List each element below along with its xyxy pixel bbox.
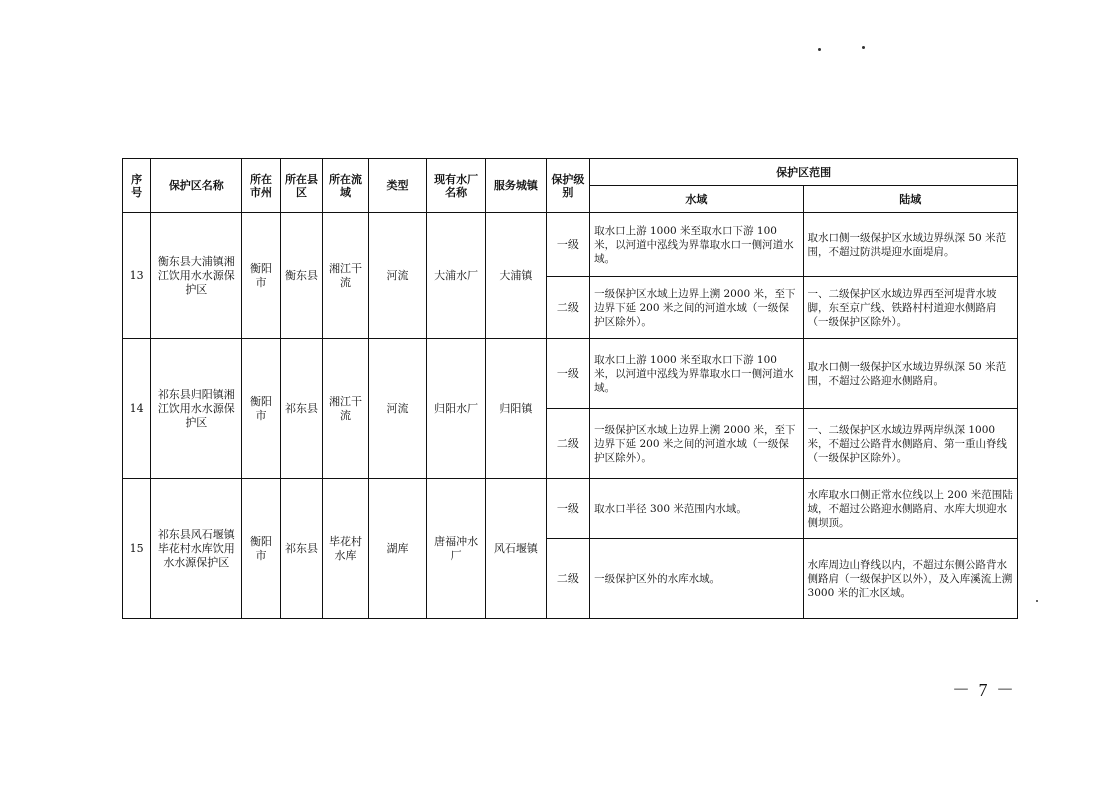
header-city: 所在市州 (242, 159, 280, 213)
cell-level: 二级 (546, 277, 589, 339)
cell-plant: 唐福冲水厂 (427, 479, 486, 619)
header-basin: 所在流域 (323, 159, 369, 213)
cell-water-range: 取水口上游 1000 米至取水口下游 100 米，以河道中泓线为界靠取水口一侧河道水域。 (590, 213, 803, 277)
header-name: 保护区名称 (151, 159, 242, 213)
cell-water-range: 一级保护区水域上边界上溯 2000 米，至下边界下延 200 米之间的河道水域（一级保护区除外）。 (590, 409, 803, 479)
table-row (123, 339, 1018, 409)
header-seq: 序号 (123, 159, 151, 213)
cell-name: 祁东县归阳镇湘江饮用水水源保护区 (151, 339, 242, 479)
cell-county: 祁东县 (280, 339, 322, 479)
header-row-main (123, 159, 1018, 186)
cell-plant: 大浦水厂 (427, 213, 486, 339)
cell-seq: 15 (123, 479, 151, 619)
cell-city: 衡阳市 (242, 479, 280, 619)
header-town: 服务城镇 (486, 159, 547, 213)
cell-name: 祁东县风石堰镇毕花村水库饮用水水源保护区 (151, 479, 242, 619)
water-source-protection-table (122, 158, 1018, 619)
cell-town: 风石堰镇 (486, 479, 547, 619)
table-row (123, 213, 1018, 277)
cell-water-range: 一级保护区水域上边界上溯 2000 米，至下边界下延 200 米之间的河道水域（一级保护区除外）。 (590, 277, 803, 339)
cell-land-range: 取水口侧一级保护区水域边界纵深 50 米范围，不超过公路迎水侧路肩。 (803, 339, 1017, 409)
cell-type: 河流 (368, 339, 427, 479)
cell-plant: 归阳水厂 (427, 339, 486, 479)
cell-type: 河流 (368, 213, 427, 339)
cell-level: 二级 (546, 539, 589, 619)
table-row (123, 479, 1018, 539)
header-land: 陆域 (803, 186, 1017, 213)
cell-town: 归阳镇 (486, 339, 547, 479)
cell-land-range: 水库周边山脊线以内，不超过东侧公路背水侧路肩（一级保护区以外），及入库溪流上溯 3000 米的汇水区域。 (803, 539, 1017, 619)
cell-level: 一级 (546, 213, 589, 277)
cell-land-range: 取水口侧一级保护区水域边界纵深 50 米范围，不超过防洪堤迎水面堤肩。 (803, 213, 1017, 277)
cell-county: 衡东县 (280, 213, 322, 339)
header-water: 水域 (590, 186, 803, 213)
cell-level: 一级 (546, 479, 589, 539)
cell-level: 二级 (546, 409, 589, 479)
cell-basin: 毕花村水库 (323, 479, 369, 619)
cell-water-range: 取水口上游 1000 米至取水口下游 100 米，以河道中泓线为界靠取水口一侧河道水域。 (590, 339, 803, 409)
cell-type: 湖库 (368, 479, 427, 619)
cell-land-range: 水库取水口侧正常水位线以上 200 米范围陆域，不超过公路迎水侧路肩、水库大坝迎水侧坝顶。 (803, 479, 1017, 539)
cell-water-range: 取水口半径 300 米范围内水域。 (590, 479, 803, 539)
cell-seq: 14 (123, 339, 151, 479)
header-range: 保护区范围 (590, 159, 1018, 186)
cell-town: 大浦镇 (486, 213, 547, 339)
cell-county: 祁东县 (280, 479, 322, 619)
cell-basin: 湘江干流 (323, 213, 369, 339)
header-level: 保护级别 (546, 159, 589, 213)
cell-seq: 13 (123, 213, 151, 339)
header-plant: 现有水厂名称 (427, 159, 486, 213)
scan-speck (862, 46, 865, 49)
cell-name: 衡东县大浦镇湘江饮用水水源保护区 (151, 213, 242, 339)
cell-level: 一级 (546, 339, 589, 409)
scan-speck (818, 48, 821, 51)
header-county: 所在县区 (280, 159, 322, 213)
cell-basin: 湘江干流 (323, 339, 369, 479)
scan-speck (1036, 600, 1038, 602)
cell-water-range: 一级保护区外的水库水域。 (590, 539, 803, 619)
cell-city: 衡阳市 (242, 339, 280, 479)
page-number: － 7 － (952, 680, 1016, 700)
cell-land-range: 一、二级保护区水域边界西至河堤背水坡脚，东至京广线、铁路村村道迎水侧路肩（一级保护区除外）。 (803, 277, 1017, 339)
header-type: 类型 (368, 159, 427, 213)
cell-city: 衡阳市 (242, 213, 280, 339)
cell-land-range: 一、二级保护区水域边界两岸纵深 1000 米，不超过公路背水侧路肩、第一重山脊线（一级保护区除外）。 (803, 409, 1017, 479)
